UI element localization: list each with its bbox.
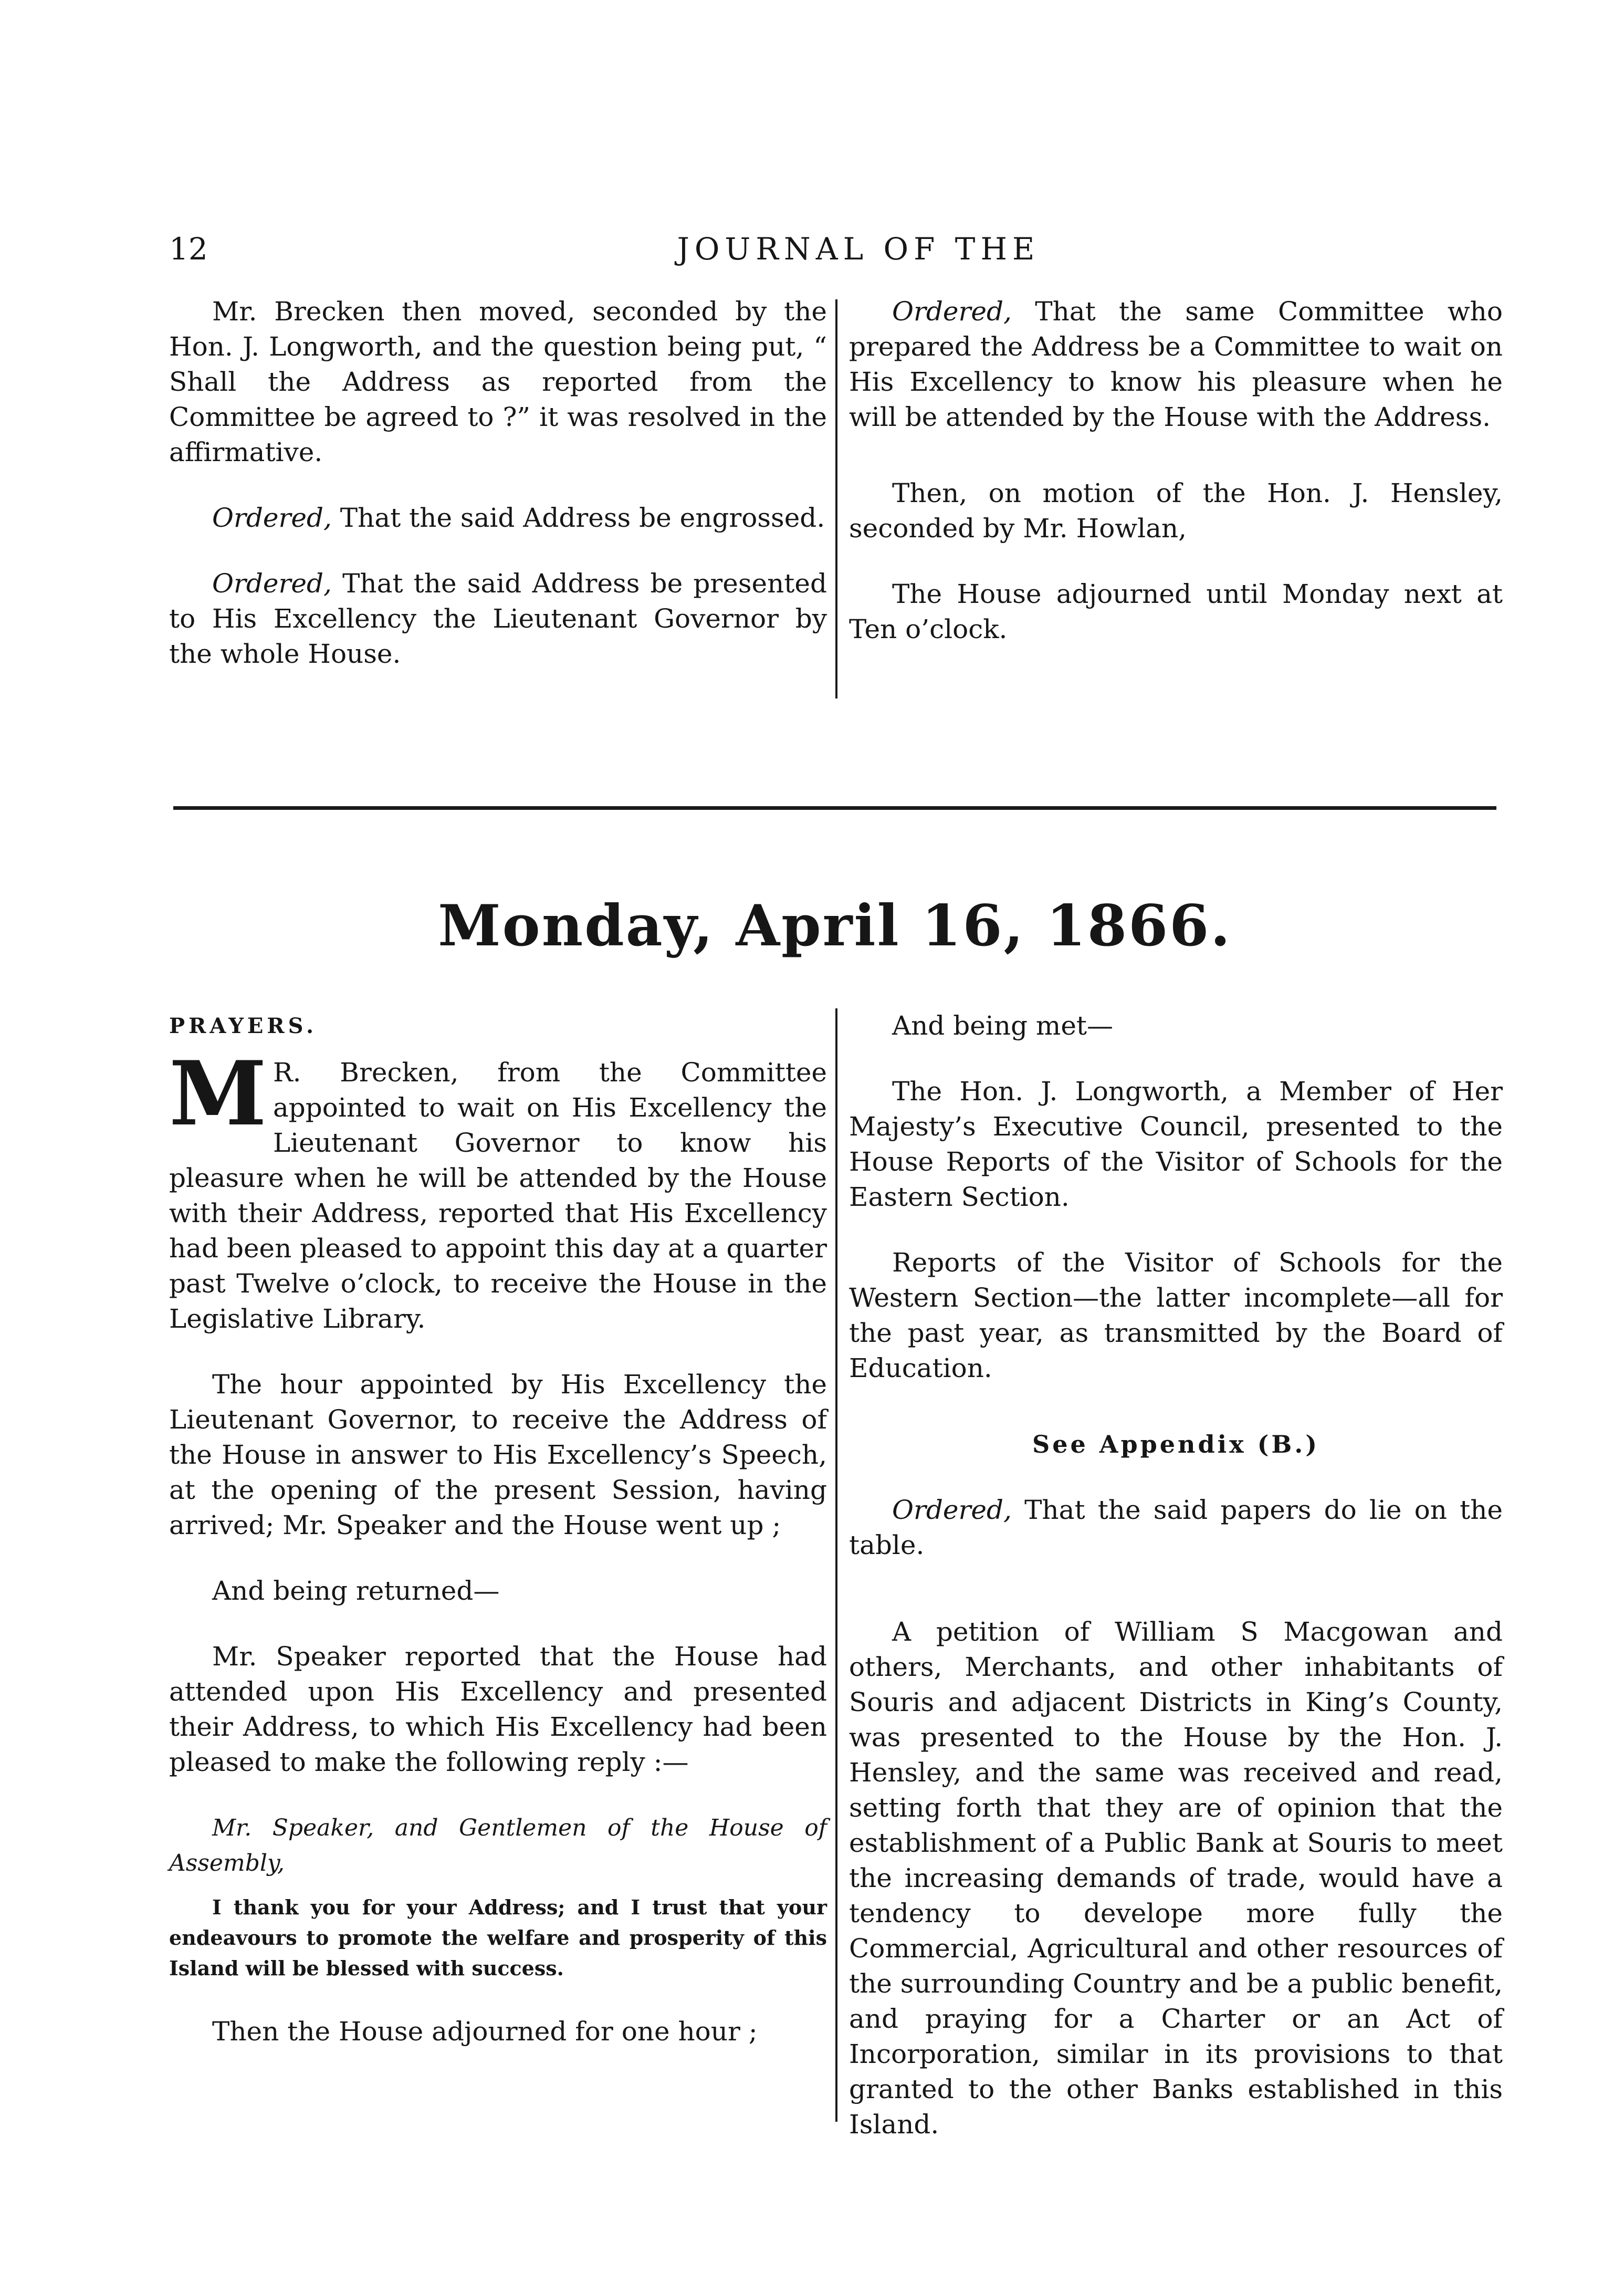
bottom-left-column [169, 1008, 827, 2049]
ordered-committee [849, 294, 1503, 435]
committee-report-paragraph [169, 1041, 827, 1337]
committee-report-text: R. Brecken, from the Committee appointed to wait on His Excellency the Lieutenant Governor to know his pleasure when he will be attended by the House with their Address, reported that His Excellency had been pleased to appoint this day at a quarter past Twelve o’clock, to receive the House in the Legislative Library. [169, 1057, 827, 1334]
column-divider-bottom [835, 1008, 837, 2122]
page-number: 12 [169, 231, 208, 267]
hour-appointed-paragraph: The hour appointed by His Excellency the Lieutenant Governor, to receive the Address of the House in answer to His Excellency’s Speech, at the opening of the present Session, having arrived; Mr. Speaker and the House went up ; [169, 1369, 827, 1540]
ordered-engrossed-text: That the said Address be engrossed. [340, 503, 825, 533]
adjourned-paragraph: The House adjourned until Monday next at Ten o’clock. [849, 579, 1503, 644]
ordered-presented [169, 566, 827, 672]
ordered-label: Ordered, [892, 1495, 1012, 1525]
reply-body: I thank you for your Address; and I trust that your endeavours to promote the welfare and prosperity of this Island will be blessed with success. [169, 1895, 827, 1980]
ordered-lie-text: That the said papers do lie on the table. [849, 1495, 1503, 1560]
top-left-column [169, 294, 827, 672]
ordered-engrossed [169, 501, 827, 536]
being-met: And being met— [892, 1010, 1113, 1041]
ordered-label: Ordered, [892, 296, 1012, 327]
motion-paragraph: Mr. Brecken then moved, seconded by the Hon. J. Longworth, and the question being put, “ Shall the Address as reported from the Committee be agreed to ?” it was resolved in the affirmative. [169, 296, 827, 467]
ordered-presented-text: That the said Address be presented to His Excellency the Lieutenant Governor by the whole House. [169, 568, 827, 669]
ordered-label: Ordered, [212, 503, 332, 533]
column-divider-top [835, 299, 837, 699]
petition-paragraph: A petition of William S Macgowan and others, Merchants, and other inhabitants of Souris and adjacent Districts in King’s County, was presented to the House by the Hon. J. Hensley, and the same was received and read, setting forth that they are of opinion that the establishment of a Public Bank at Souris to meet the increasing demands of trade, would have a tendency to develope more fully the Commercial, Agricultural and other resources of the surrounding Country and be a public benefit, and praying for a Charter or an Act of Incorporation, similar in its provisions to that granted to the other Banks established in this Island. [849, 1617, 1503, 2140]
reports-eastern-paragraph: The Hon. J. Longworth, a Member of Her Majesty’s Executive Council, presented to the House Reports of the Visitor of Schools for the Eastern Section. [849, 1076, 1503, 1212]
adjourned-one-hour: Then the House adjourned for one hour ; [212, 2016, 758, 2047]
section-date-heading: Monday, April 16, 1866. [438, 893, 1232, 959]
ordered-committee-text: That the same Committee who prepared the Address be a Committee to wait on His Excellency to know his pleasure when he will be attended by the House with the Address. [849, 296, 1503, 432]
top-right-column [849, 294, 1503, 647]
reports-western-paragraph: Reports of the Visitor of Schools for the Western Section—the latter incomplete—all for the past year, as transmitted by the Board of Education. [849, 1247, 1503, 1383]
being-returned: And being returned— [212, 1576, 500, 1606]
reply-salutation: Mr. Speaker, and Gentlemen of the House of Assembly, [169, 1815, 827, 1877]
speaker-reported-paragraph: Mr. Speaker reported that the House had attended upon His Excellency and presented their Address, to which His Excellency had been pleased to make the following reply :— [169, 1641, 827, 1777]
motion-adjourn: Then, on motion of the Hon. J. Hensley, seconded by Mr. Howlan, [849, 478, 1503, 544]
ordered-label: Ordered, [212, 568, 332, 599]
prayers-heading: PRAYERS. [169, 1014, 318, 1038]
ordered-lie-on-table [849, 1493, 1503, 1563]
bottom-right-column [849, 1008, 1503, 2142]
running-title: JOURNAL OF THE [677, 231, 1040, 267]
appendix-reference: See Appendix (B.) [1032, 1430, 1319, 1458]
section-divider [173, 806, 1496, 810]
drop-cap: M [169, 1041, 267, 1145]
